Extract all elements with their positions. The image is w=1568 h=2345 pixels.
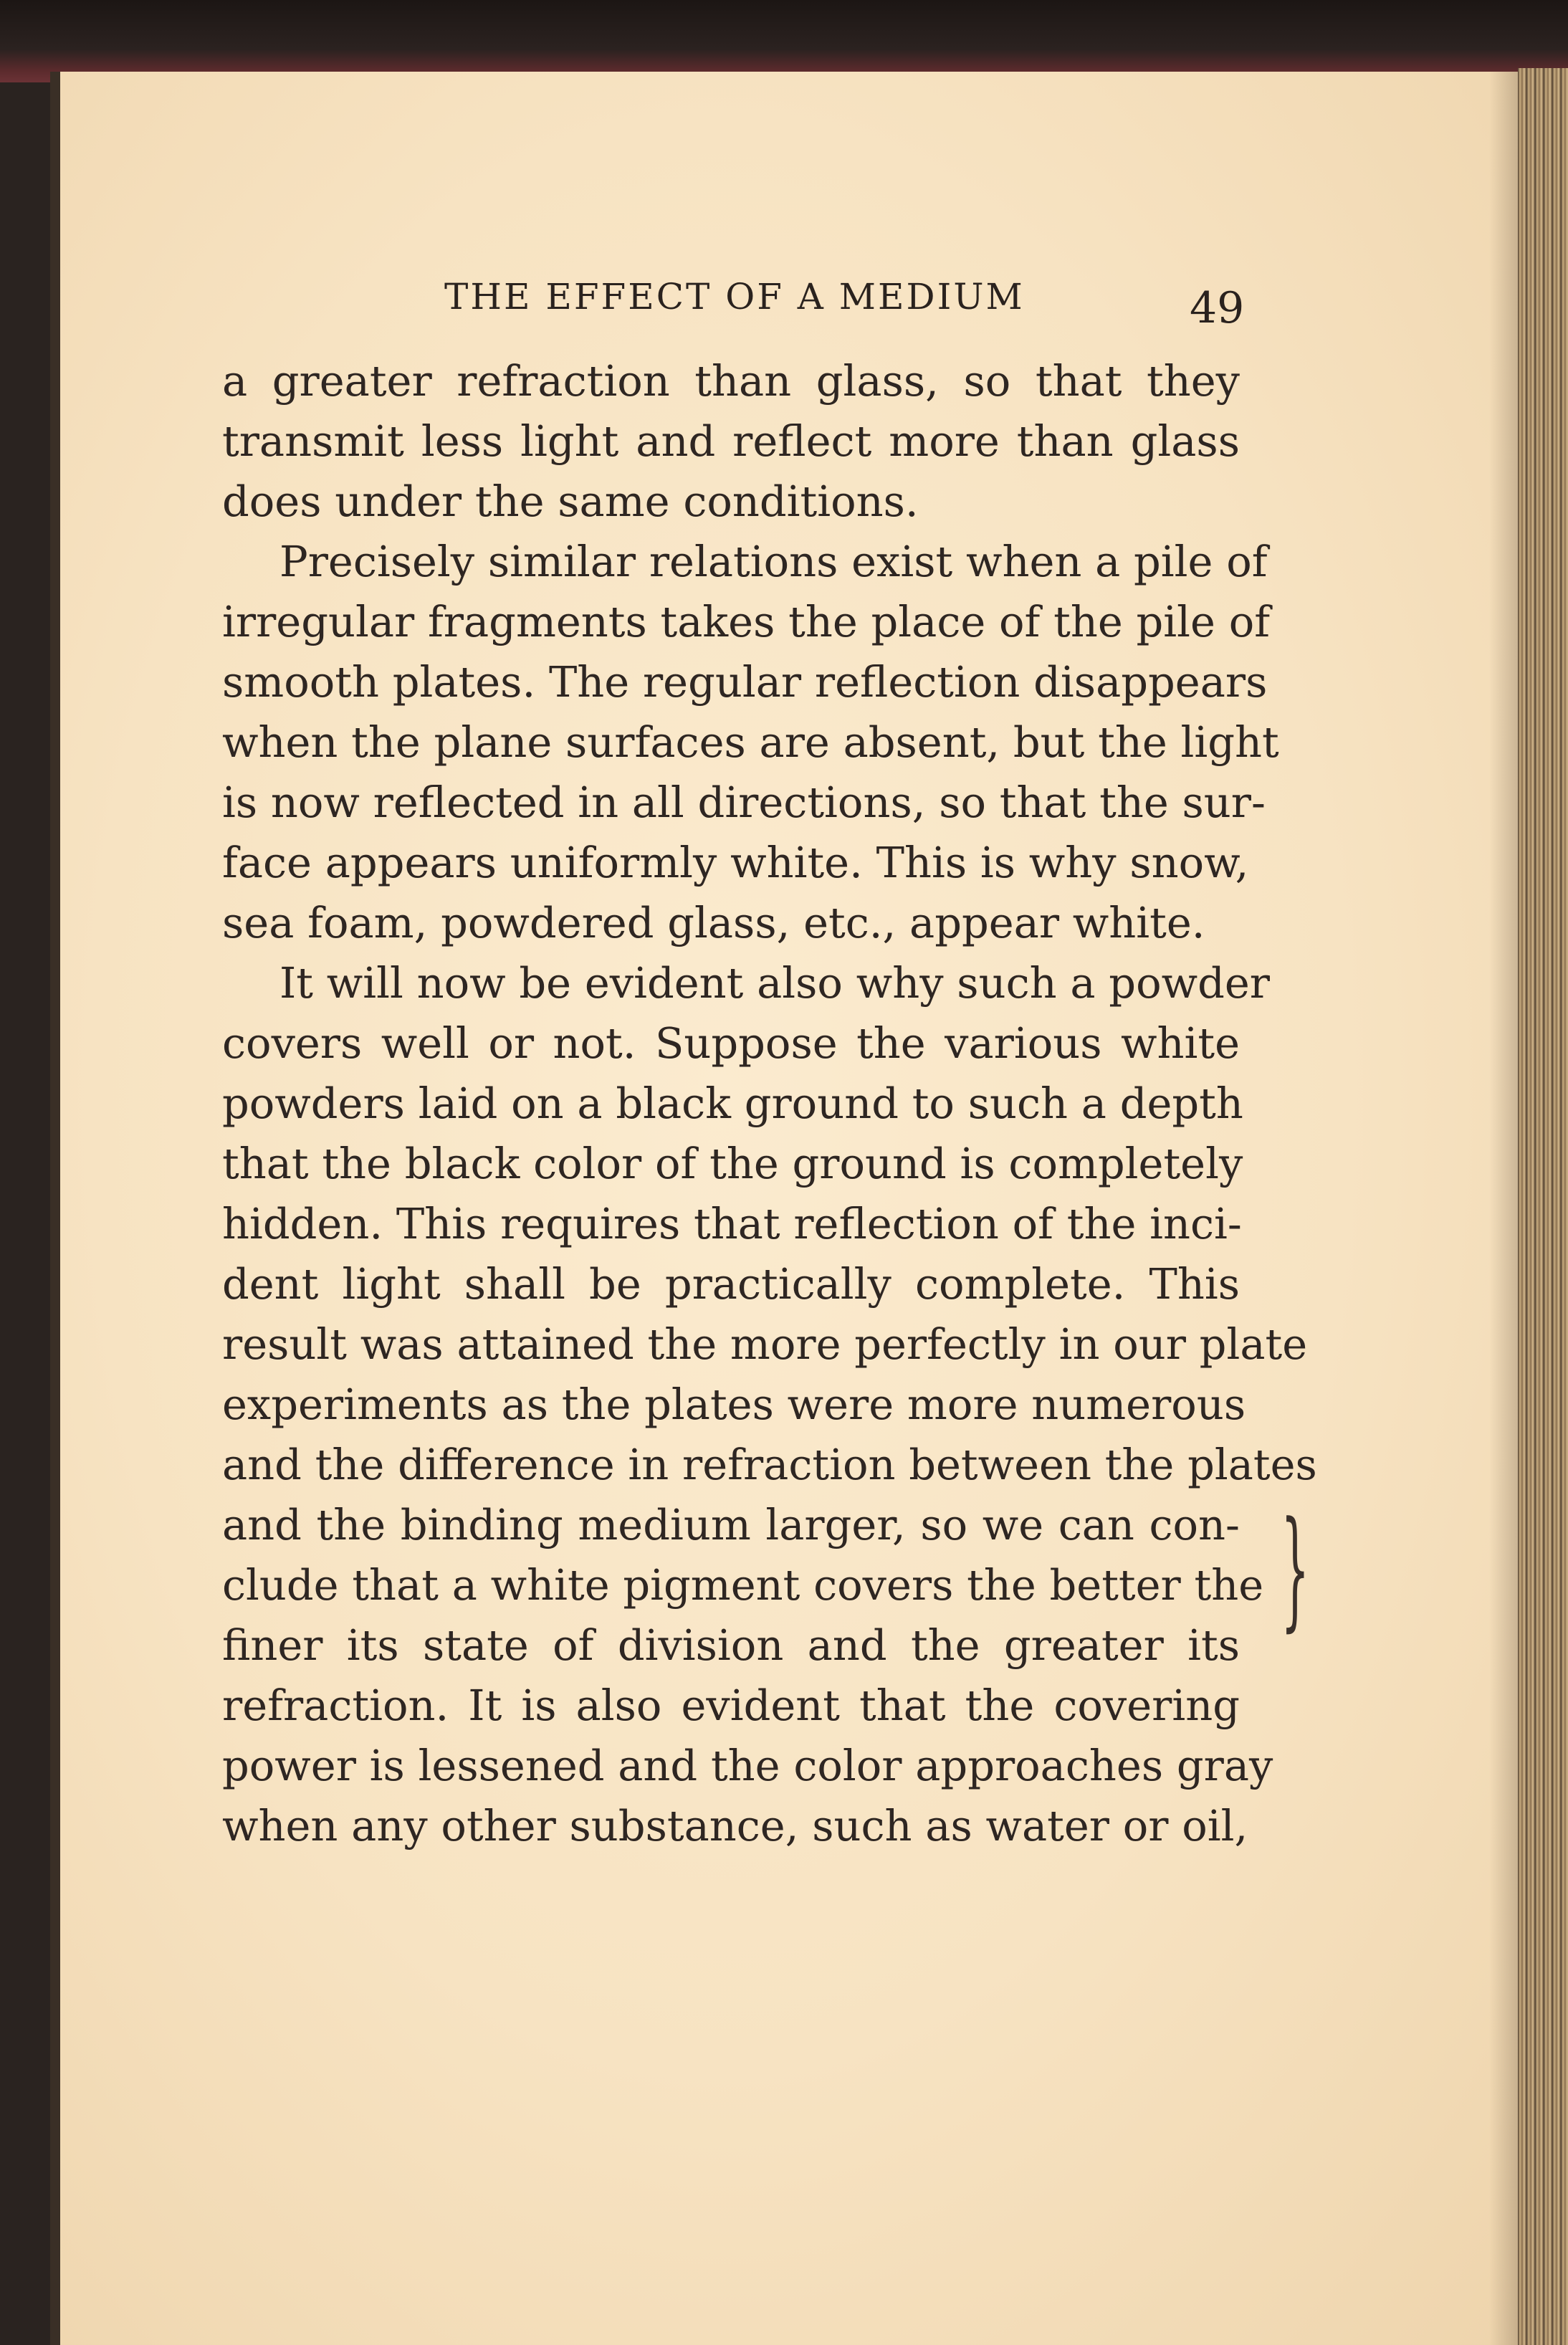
text-line: when any other substance, such as water or oil, (222, 1801, 1248, 1850)
text-line: Precisely similar relations exist when a pile of (279, 537, 1268, 586)
text-line: hidden. This requires that reflection of the inci- (222, 1199, 1242, 1248)
page-edges (1518, 68, 1568, 2345)
book-cover-edge (0, 0, 1568, 82)
text-line: powders laid on a black ground to such a depth (222, 1079, 1243, 1128)
text-line: irregular fragments takes the place of the pile of (222, 597, 1271, 646)
text-line: power is lessened and the color approaches gray (222, 1741, 1273, 1790)
text-line: result was attained the more perfectly in our plate (222, 1319, 1308, 1369)
page-gutter-shadow (1489, 72, 1518, 2345)
text-line: refraction. It is also evident that the covering (222, 1681, 1240, 1730)
text-line: clude that a white pigment covers the better the (222, 1560, 1264, 1610)
text-line: is now reflected in all directions, so that the sur- (222, 778, 1266, 827)
text-line: does under the same conditions. (222, 477, 919, 526)
text-line: covers well or not. Suppose the various white (222, 1018, 1240, 1068)
text-line: experiments as the plates were more numerous (222, 1380, 1246, 1429)
text-line: a greater refraction than glass, so that they (222, 356, 1240, 406)
text-line: sea foam, powdered glass, etc., appear white. (222, 898, 1205, 947)
text-line: face appears uniformly white. This is why snow, (222, 838, 1249, 887)
body-text (222, 351, 1317, 1856)
running-header: THE EFFECT OF A MEDIUM (444, 276, 1025, 317)
text-line: smooth plates. The regular reflection disappears (222, 657, 1268, 707)
text-line: dent light shall be practically complete. This (222, 1259, 1240, 1309)
text-line: and the binding medium larger, so we can con- (222, 1500, 1240, 1549)
text-line: and the difference in refraction between the plates (222, 1440, 1317, 1489)
text-line: It will now be evident also why such a powder (279, 958, 1270, 1008)
margin-bracket-mark: } (1281, 1494, 1310, 1644)
text-line: transmit less light and reflect more than glass (222, 416, 1240, 466)
text-line: that the black color of the ground is completely (222, 1139, 1243, 1188)
page-number: 49 (1190, 283, 1245, 333)
text-line: finer its state of division and the greater its (222, 1620, 1240, 1670)
text-line: when the plane surfaces are absent, but the light (222, 717, 1279, 767)
